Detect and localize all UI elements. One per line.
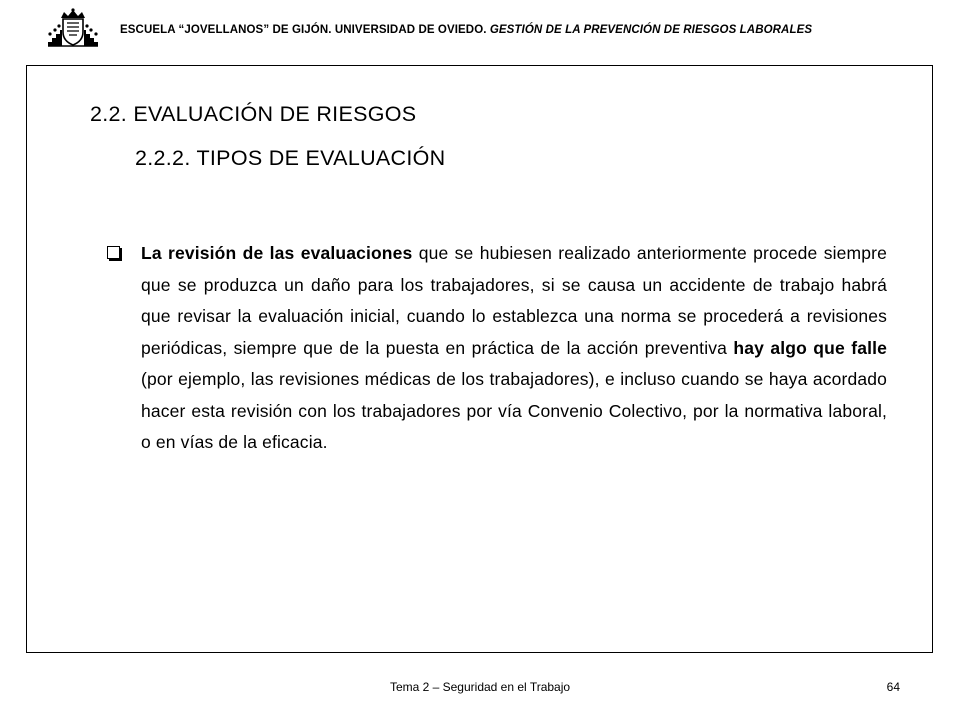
section-heading: 2.2. EVALUACIÓN DE RIESGOS xyxy=(90,102,417,126)
slide-frame xyxy=(26,65,933,653)
bullet-text-part-2: (por ejemplo, las revisiones médicas de los trabajadores), e incluso cuando se haya acordado hacer esta revisión con los trabajadores por vía Convenio Colectivo, por la normativa laboral, o en vías de la eficacia. xyxy=(141,369,887,452)
bullet-text-part-1: que se hubiesen realizado anteriormente procede siempre que se produzca un daño para los trabajadores, si se causa un accidente de trabajo habrá que revisar la evaluación inicial, cuando lo establezca una norma se procederá a revisiones periódicas, siempre que de la puesta en práctica de la acción preventiva xyxy=(141,243,887,358)
university-coat-of-arms-icon xyxy=(44,8,102,50)
checkbox-bullet-icon xyxy=(107,246,120,259)
header-course: GESTIÓN DE LA PREVENCIÓN DE RIESGOS LABORALES xyxy=(489,24,813,36)
bullet-emphasis-bold: hay algo que falle xyxy=(733,337,887,358)
bullet-lead-bold: La revisión de las evaluaciones xyxy=(141,243,413,263)
footer-title: Tema 2 – Seguridad en el Trabajo xyxy=(389,680,571,694)
bullet-item xyxy=(105,238,887,459)
subsection-heading: 2.2.2. TIPOS DE EVALUACIÓN xyxy=(135,146,446,170)
bullet-paragraph xyxy=(141,238,887,459)
document-header xyxy=(120,24,920,36)
header-institution: ESCUELA “JOVELLANOS” DE GIJÓN. UNIVERSIDAD DE OVIEDO. xyxy=(120,24,487,36)
page-number: 64 xyxy=(886,680,900,694)
